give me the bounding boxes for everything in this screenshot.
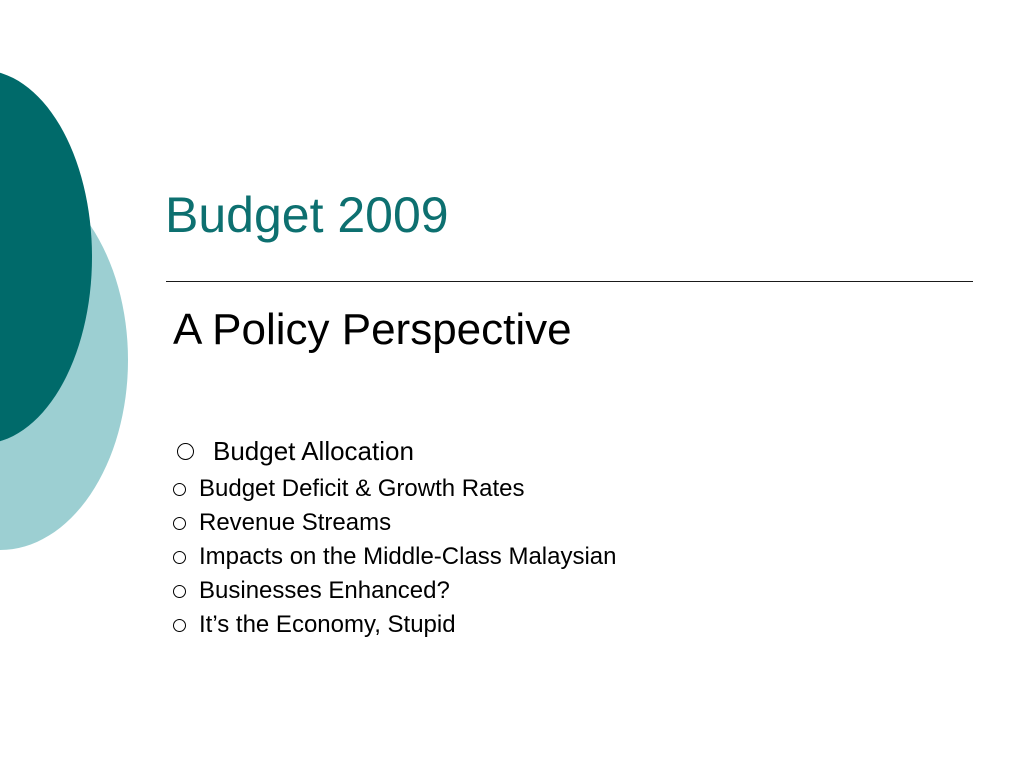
hollow-circle-bullet-icon [173,619,186,632]
hollow-circle-bullet-icon [173,517,186,530]
bullet-text: Budget Allocation [213,436,414,466]
bullet-item-middle-class-impacts [173,543,617,571]
hollow-circle-bullet-icon [177,443,194,460]
bullet-text: Impacts on the Middle-Class Malaysian [199,543,617,570]
bullet-item-revenue-streams [173,509,391,537]
slide-subtitle: A Policy Perspective [173,305,572,354]
bullet-text: It’s the Economy, Stupid [199,611,456,638]
slide-title: Budget 2009 [165,187,449,243]
bullet-text: Revenue Streams [199,509,392,536]
bullet-item-budget-deficit [173,475,524,503]
hollow-circle-bullet-icon [173,551,186,564]
bullet-text: Businesses Enhanced? [199,577,450,604]
bullet-item-businesses-enhanced [173,577,450,605]
hollow-circle-bullet-icon [173,585,186,598]
title-divider [166,281,973,282]
hollow-circle-bullet-icon [173,483,186,496]
bullet-item-economy-stupid [173,611,456,639]
bullet-item-budget-allocation [173,436,414,467]
bullet-text: Budget Deficit & Growth Rates [199,475,525,502]
